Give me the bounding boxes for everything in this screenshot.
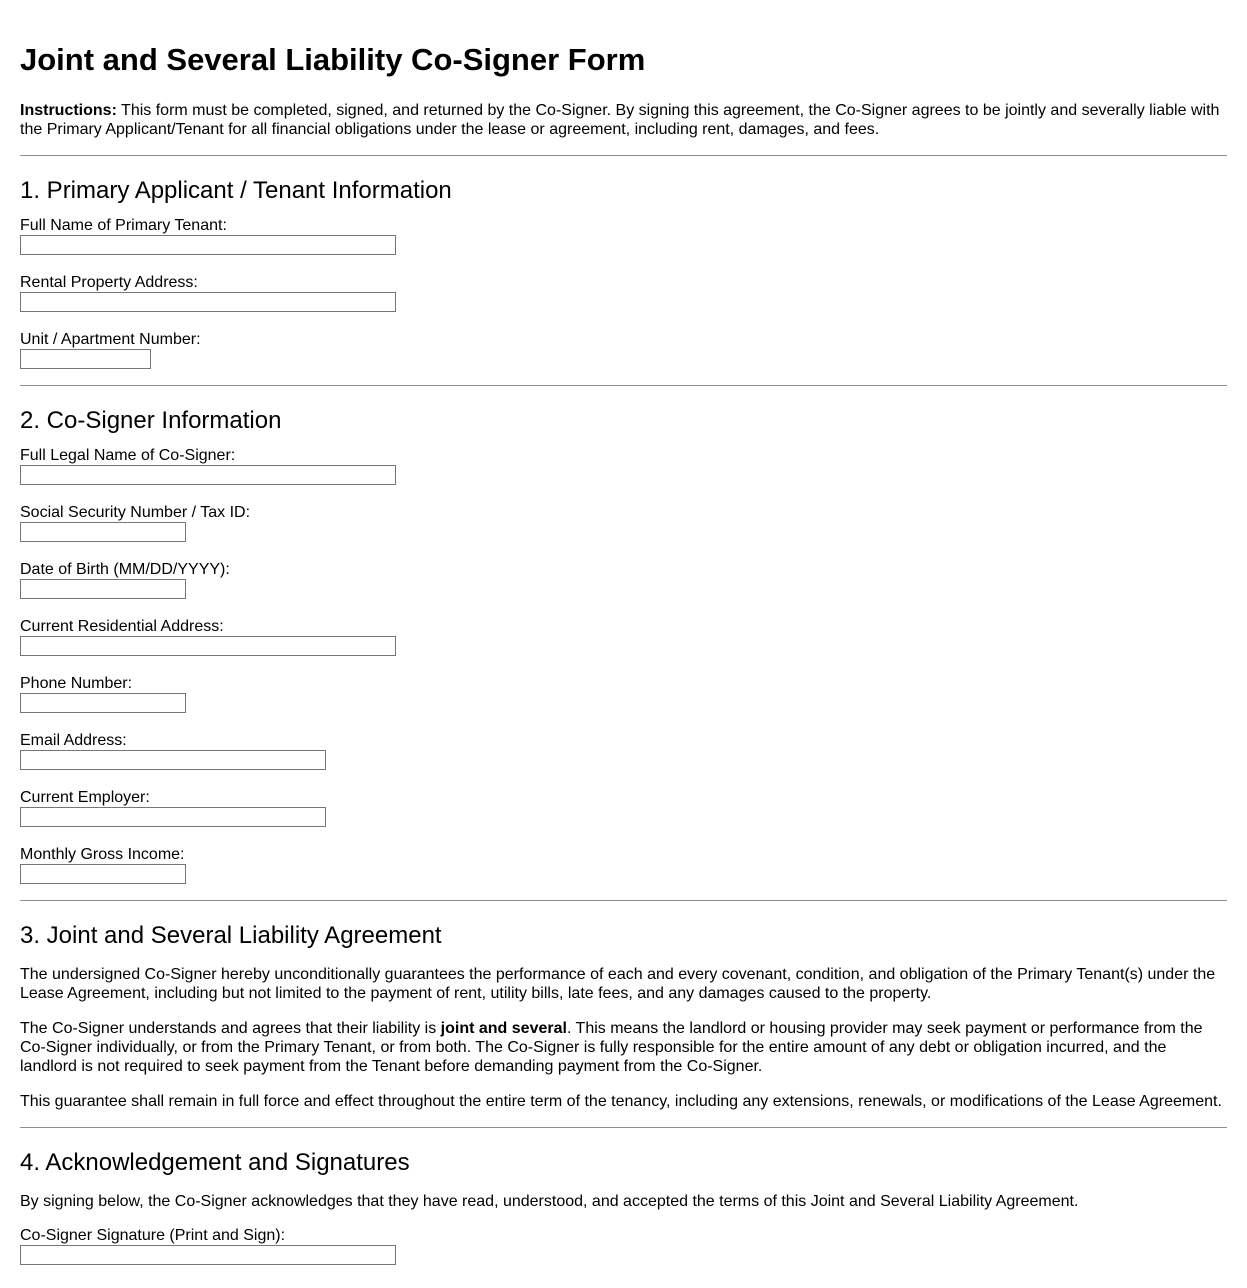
cosigner-name-input[interactable]	[20, 465, 396, 485]
section-cosigner-info	[20, 407, 1227, 884]
tenant-name-label: Full Name of Primary Tenant:	[20, 217, 227, 234]
property-address-label: Rental Property Address:	[20, 274, 198, 291]
phone-input[interactable]	[20, 693, 186, 713]
field-residential-address	[20, 616, 1227, 673]
residential-address-input[interactable]	[20, 636, 396, 656]
unit-number-label: Unit / Apartment Number:	[20, 331, 201, 348]
dob-input[interactable]	[20, 579, 186, 599]
ssn-input[interactable]	[20, 522, 186, 542]
cosigner-name-label: Full Legal Name of Co-Signer:	[20, 447, 236, 464]
phone-label: Phone Number:	[20, 675, 133, 692]
field-email	[20, 730, 1227, 787]
field-cosigner-name	[20, 445, 1227, 502]
section-divider	[20, 155, 1227, 156]
agreement-emphasis: joint and several	[440, 1020, 567, 1037]
section-heading: 1. Primary Applicant / Tenant Information	[20, 177, 452, 204]
agreement-text: The Co-Signer understands and agrees that their liability is	[20, 1020, 441, 1037]
agreement-text: . This means the landlord or housing provider may seek payment or performance from the Co-Signer individually, or from the Primary Tenant, or from both. The Co-Signer is fully responsible for the entire amount of any debt or obligation incurred, and the landlord is not required to seek payment from the Tenant before demanding payment from the Co-Signer.	[20, 1020, 1203, 1075]
property-address-input[interactable]	[20, 292, 396, 312]
field-income	[20, 844, 1227, 884]
section-heading: 2. Co-Signer Information	[20, 407, 282, 434]
agreement-paragraph: The undersigned Co-Signer hereby unconditionally guarantees the performance of each and every covenant, condition, and obligation of the Primary Tenant(s) under the Lease Agreement, including but not limited to the payment of rent, utility bills, late fees, and any damages caused to the property.	[20, 966, 1216, 1002]
field-property-address	[20, 272, 1227, 329]
dob-label: Date of Birth (MM/DD/YYYY):	[20, 561, 230, 578]
ssn-label: Social Security Number / Tax ID:	[20, 504, 251, 521]
field-tenant-name	[20, 215, 1227, 272]
section-divider	[20, 385, 1227, 386]
field-employer	[20, 787, 1227, 844]
employer-label: Current Employer:	[20, 789, 150, 806]
signature-input[interactable]	[20, 1245, 396, 1265]
signature-label: Co-Signer Signature (Print and Sign):	[20, 1227, 286, 1244]
field-dob	[20, 559, 1227, 616]
section-primary-tenant	[20, 177, 1227, 369]
agreement-paragraph: This guarantee shall remain in full force and effect throughout the entire term of the tenancy, including any extensions, renewals, or modifications of the Lease Agreement.	[20, 1093, 1222, 1110]
email-input[interactable]	[20, 750, 326, 770]
section-divider	[20, 900, 1227, 901]
field-ssn	[20, 502, 1227, 559]
section-heading: 4. Acknowledgement and Signatures	[20, 1149, 410, 1176]
instructions-text: This form must be completed, signed, and returned by the Co-Signer. By signing this agreement, the Co-Signer agrees to be jointly and severally liable with the Primary Applicant/Tenant for all financial obligations under the lease or agreement, including rent, damages, and fees.	[20, 102, 1220, 138]
instructions-label: Instructions:	[20, 102, 117, 119]
field-unit-number	[20, 329, 1227, 369]
employer-input[interactable]	[20, 807, 326, 827]
income-label: Monthly Gross Income:	[20, 846, 185, 863]
section-divider	[20, 1127, 1227, 1128]
email-label: Email Address:	[20, 732, 127, 749]
field-signature	[20, 1226, 1227, 1283]
instructions	[20, 101, 1227, 139]
field-phone	[20, 673, 1227, 730]
tenant-name-input[interactable]	[20, 235, 396, 255]
residential-address-label: Current Residential Address:	[20, 618, 224, 635]
income-input[interactable]	[20, 864, 186, 884]
section-signatures	[20, 1149, 1227, 1283]
unit-number-input[interactable]	[20, 349, 151, 369]
page-title: Joint and Several Liability Co-Signer Form	[20, 42, 646, 77]
section-liability-agreement	[20, 922, 1227, 1111]
agreement-paragraph	[20, 1019, 1227, 1076]
acknowledgement-text: By signing below, the Co-Signer acknowledges that they have read, understood, and accepted the terms of this Joint and Several Liability Agreement.	[20, 1193, 1079, 1210]
section-heading: 3. Joint and Several Liability Agreement	[20, 922, 442, 949]
